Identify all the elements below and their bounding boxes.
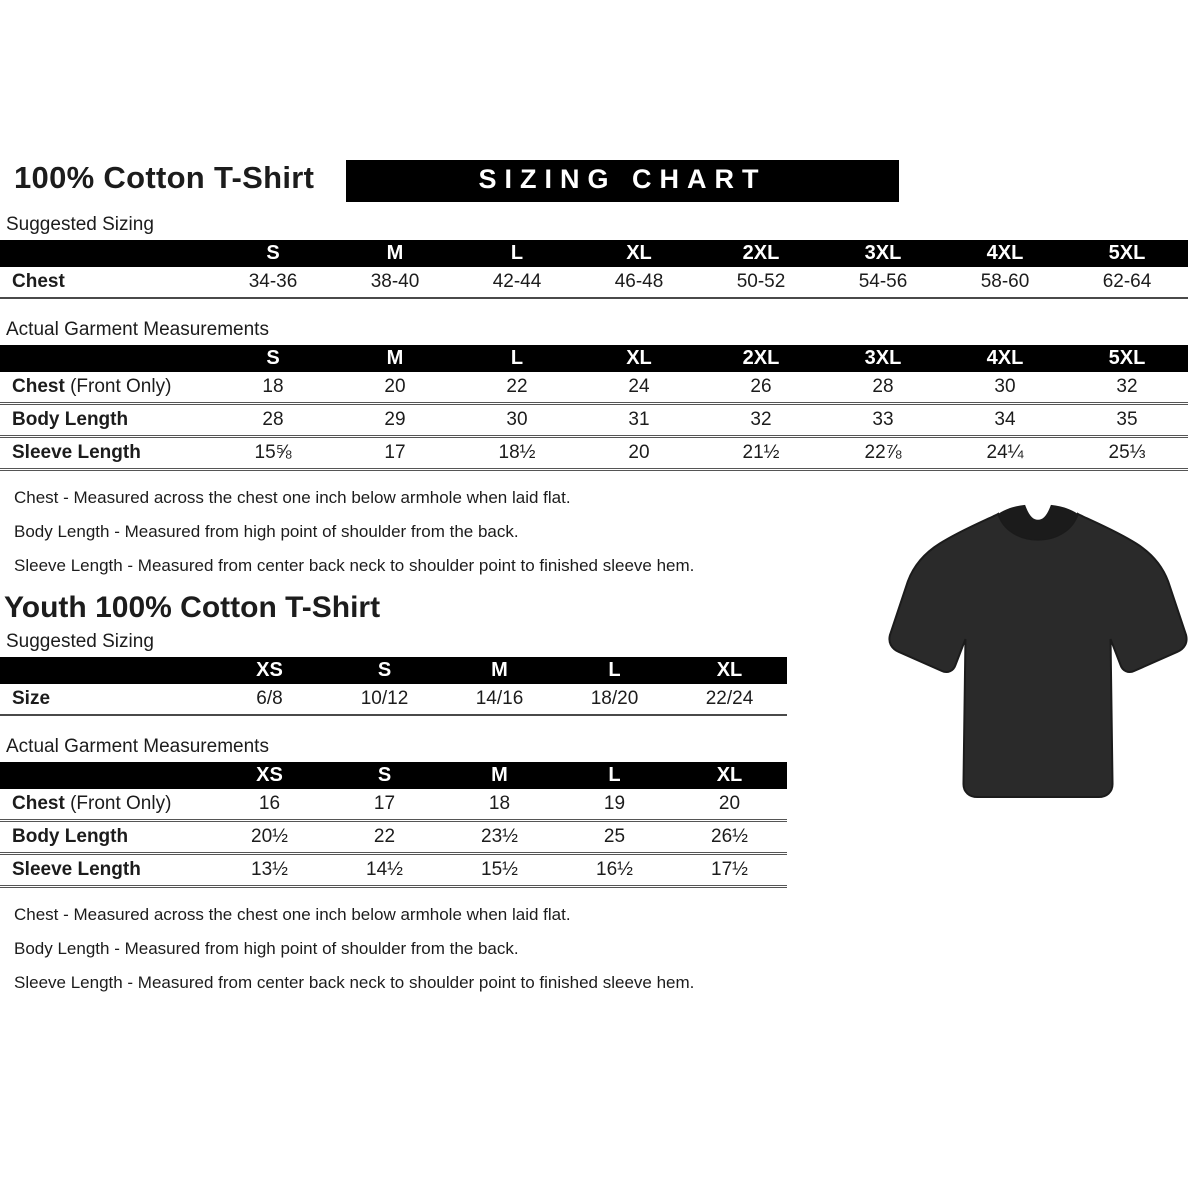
youth-product-title: Youth 100% Cotton T-Shirt bbox=[4, 591, 381, 624]
black-tshirt-icon bbox=[882, 488, 1194, 806]
adult-sleeve-length-row bbox=[0, 438, 1188, 471]
measurement-cell: 23½ bbox=[481, 826, 518, 847]
size-column-header: S bbox=[266, 242, 280, 264]
measurement-cell: 15½ bbox=[481, 859, 518, 880]
measurement-cell: 18 bbox=[488, 793, 511, 814]
measurement-note: Sleeve Length - Measured from center back neck to shoulder point to finished sleeve hem. bbox=[14, 556, 695, 575]
size-value-cell: 18/20 bbox=[590, 688, 639, 709]
size-column-header: XS bbox=[256, 659, 283, 681]
adult-suggested-header-row bbox=[0, 240, 1188, 267]
measurement-cell: 24¼ bbox=[986, 442, 1024, 463]
size-column-header: 5XL bbox=[1108, 242, 1146, 264]
measurement-cell: 20 bbox=[384, 376, 406, 397]
size-value-cell: 34-36 bbox=[248, 271, 298, 292]
row-label bbox=[0, 409, 212, 431]
measurement-cell: 34 bbox=[994, 409, 1016, 430]
measurement-cell: 22 bbox=[373, 826, 396, 847]
measurement-cell: 22⅞ bbox=[864, 442, 902, 463]
measurement-cell: 18½ bbox=[498, 442, 536, 463]
row-label-text: Sleeve Length bbox=[12, 859, 141, 880]
row-label-suffix: (Front Only) bbox=[64, 376, 172, 397]
measurement-cell: 30 bbox=[994, 376, 1016, 397]
measurement-note: Chest - Measured across the chest one inch below armhole when laid flat. bbox=[14, 488, 571, 507]
row-label-text: Chest bbox=[12, 793, 65, 814]
size-column-header: 3XL bbox=[864, 242, 902, 264]
measurement-cell: 19 bbox=[603, 793, 626, 814]
adult-actual-measurements-label: Actual Garment Measurements bbox=[6, 319, 269, 340]
size-column-header: M bbox=[386, 242, 404, 264]
measurement-cell: 14½ bbox=[366, 859, 403, 880]
measurement-cell: 16½ bbox=[596, 859, 633, 880]
size-column-header: L bbox=[608, 659, 621, 681]
youth-sleeve-length-row bbox=[0, 855, 787, 888]
size-column-header: XL bbox=[626, 347, 652, 369]
size-value-cell: 42-44 bbox=[492, 271, 542, 292]
adult-suggested-table bbox=[0, 240, 1200, 299]
measurement-cell: 31 bbox=[628, 409, 650, 430]
sizing-chart-banner: SIZING CHART bbox=[346, 160, 899, 202]
row-label bbox=[0, 826, 212, 848]
row-label-text: Size bbox=[12, 688, 51, 709]
measurement-cell: 20 bbox=[628, 442, 650, 463]
measurement-cell: 20 bbox=[718, 793, 741, 814]
measurement-cell: 18 bbox=[262, 376, 284, 397]
adult-chest-range-row bbox=[0, 267, 1188, 299]
row-label bbox=[0, 442, 212, 464]
measurement-cell: 32 bbox=[1116, 376, 1138, 397]
youth-measurements-header-row bbox=[0, 762, 787, 789]
size-column-header: 2XL bbox=[742, 242, 780, 264]
measurement-note: Sleeve Length - Measured from center back neck to shoulder point to finished sleeve hem. bbox=[14, 973, 695, 992]
size-value-cell: 58-60 bbox=[980, 271, 1030, 292]
size-value-cell: 6/8 bbox=[256, 688, 283, 709]
measurement-cell: 29 bbox=[384, 409, 406, 430]
youth-chest-row bbox=[0, 789, 787, 822]
measurement-cell: 17½ bbox=[711, 859, 748, 880]
measurement-cell: 28 bbox=[872, 376, 894, 397]
measurement-cell: 16 bbox=[258, 793, 281, 814]
measurement-cell: 28 bbox=[262, 409, 284, 430]
size-column-header: S bbox=[266, 347, 280, 369]
measurement-note: Body Length - Measured from high point of shoulder from the back. bbox=[14, 522, 519, 541]
size-value-cell: 50-52 bbox=[736, 271, 786, 292]
row-label-text: Chest bbox=[12, 376, 65, 397]
size-column-header: M bbox=[491, 659, 508, 681]
adult-suggested-sizing-label: Suggested Sizing bbox=[6, 214, 154, 235]
row-label-text: Chest bbox=[12, 271, 65, 292]
row-label bbox=[0, 376, 212, 398]
size-column-header: XL bbox=[626, 242, 652, 264]
size-value-cell: 14/16 bbox=[475, 688, 524, 709]
measurement-cell: 30 bbox=[506, 409, 528, 430]
measurement-cell: 24 bbox=[628, 376, 650, 397]
adult-measurements-header-row bbox=[0, 345, 1188, 372]
size-column-header: 3XL bbox=[864, 347, 902, 369]
row-label bbox=[0, 271, 212, 293]
measurement-cell: 26 bbox=[750, 376, 772, 397]
size-column-header: S bbox=[377, 659, 392, 681]
size-column-header: L bbox=[608, 764, 621, 786]
youth-size-row bbox=[0, 684, 787, 716]
row-label-text: Body Length bbox=[12, 409, 129, 430]
size-column-header: M bbox=[491, 764, 508, 786]
size-column-header: L bbox=[510, 347, 524, 369]
row-label bbox=[0, 793, 212, 815]
measurement-cell: 26½ bbox=[711, 826, 748, 847]
measurement-cell: 17 bbox=[384, 442, 406, 463]
measurement-note: Body Length - Measured from high point of shoulder from the back. bbox=[14, 939, 519, 958]
product-title: 100% Cotton T-Shirt bbox=[14, 160, 315, 195]
size-value-cell: 10/12 bbox=[360, 688, 409, 709]
size-value-cell: 54-56 bbox=[858, 271, 908, 292]
measurement-cell: 20½ bbox=[251, 826, 288, 847]
youth-actual-measurements-label: Actual Garment Measurements bbox=[6, 736, 269, 757]
size-column-header: 4XL bbox=[986, 347, 1024, 369]
tshirt-product-image bbox=[882, 488, 1194, 806]
size-column-header: S bbox=[377, 764, 392, 786]
adult-body-length-row bbox=[0, 405, 1188, 438]
size-column-header: 2XL bbox=[742, 347, 780, 369]
row-label-text: Body Length bbox=[12, 826, 129, 847]
row-label bbox=[0, 688, 212, 710]
adult-chest-row bbox=[0, 372, 1188, 405]
measurement-cell: 15⅝ bbox=[254, 442, 292, 463]
row-label-suffix: (Front Only) bbox=[64, 793, 172, 814]
youth-suggested-header-row bbox=[0, 657, 787, 684]
size-value-cell: 38-40 bbox=[370, 271, 420, 292]
measurement-cell: 32 bbox=[750, 409, 772, 430]
youth-measurement-notes bbox=[0, 898, 1200, 1000]
size-column-header: XL bbox=[716, 764, 743, 786]
measurement-cell: 17 bbox=[373, 793, 396, 814]
adult-measurements-table bbox=[0, 345, 1200, 471]
size-column-header: XS bbox=[256, 764, 283, 786]
measurement-note: Chest - Measured across the chest one inch below armhole when laid flat. bbox=[14, 905, 571, 924]
measurement-cell: 25⅓ bbox=[1108, 442, 1146, 463]
measurement-cell: 25 bbox=[603, 826, 626, 847]
size-column-header: XL bbox=[716, 659, 743, 681]
size-value-cell: 62-64 bbox=[1102, 271, 1152, 292]
measurement-cell: 22 bbox=[506, 376, 528, 397]
page-header bbox=[0, 160, 1200, 208]
size-column-header: M bbox=[386, 347, 404, 369]
measurement-cell: 21½ bbox=[742, 442, 780, 463]
row-label-text: Sleeve Length bbox=[12, 442, 141, 463]
row-label bbox=[0, 859, 212, 881]
youth-suggested-sizing-label: Suggested Sizing bbox=[6, 631, 154, 652]
size-column-header: 5XL bbox=[1108, 347, 1146, 369]
size-value-cell: 22/24 bbox=[705, 688, 754, 709]
measurement-cell: 35 bbox=[1116, 409, 1138, 430]
size-value-cell: 46-48 bbox=[614, 271, 664, 292]
size-column-header: L bbox=[510, 242, 524, 264]
youth-body-length-row bbox=[0, 822, 787, 855]
size-column-header: 4XL bbox=[986, 242, 1024, 264]
measurement-cell: 33 bbox=[872, 409, 894, 430]
measurement-cell: 13½ bbox=[251, 859, 288, 880]
